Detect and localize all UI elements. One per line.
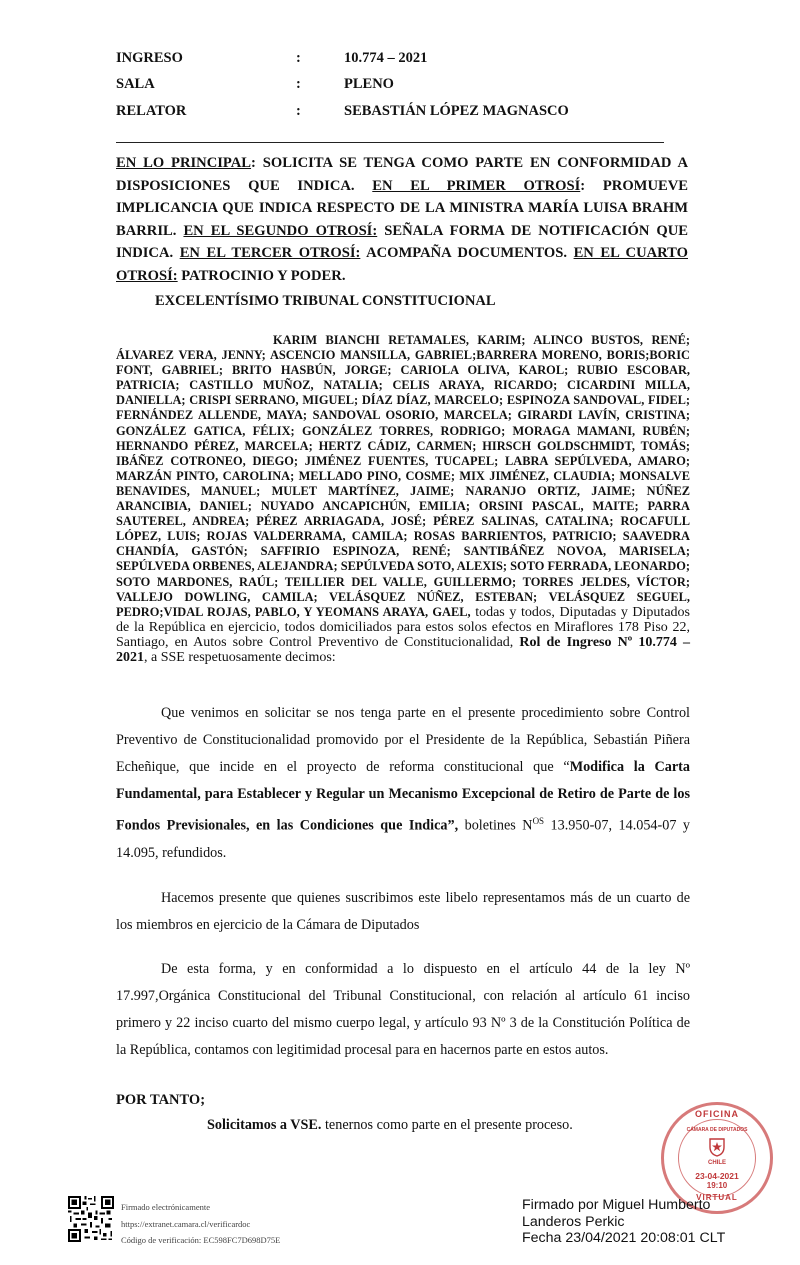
stamp-date: 23-04-2021 — [695, 1171, 739, 1181]
paragraph-request — [116, 700, 690, 867]
relator-colon: : — [296, 103, 301, 119]
otrosi2-label: EN EL SEGUNDO OTROSÍ: — [183, 222, 378, 239]
relator-value: SEBASTIÁN LÓPEZ MAGNASCO — [344, 103, 569, 119]
relator-label: RELATOR — [116, 103, 187, 119]
digital-signature — [522, 1197, 725, 1247]
header-divider — [116, 142, 664, 143]
por-tanto: POR TANTO; — [116, 1092, 206, 1108]
otrosi4-text: PATROCINIO Y PODER. — [177, 267, 346, 284]
principal-text: : SOLICITA SE TENGA COMO PARTE EN CONFORMIDAD A DISPOSICIONES QUE INDICA. — [116, 155, 688, 194]
otrosi2-text: SEÑALA FORMA DE NOTIFICACIÓN QUE INDICA. — [116, 222, 689, 261]
para3-text: De esta forma, y en conformidad a lo dispuesto en el artículo 44 de la ley Nº 17.997,Orgánica Constitucional del Tribunal Constitucional, con relación al artículo 61 inciso primero y 22 inciso cuarto del mismo cuerpo legal, y artículo 93 Nº 3 de la Constitución Política de la República, contamos con legitimidad procesal para en hacernos parte en estos autos. — [116, 961, 690, 1058]
signature-line-1: Firmado por Miguel Humberto — [522, 1197, 711, 1213]
footer-signed-label: Firmado electrónicamente — [121, 1202, 210, 1212]
bill-title: Modifica la Carta Fundamental, para Establecer y Regular un Mecanismo Excepcional de Retiro de Parte de los Fondos Previsionales, en las Condiciones que Indica”, — [116, 759, 690, 834]
otrosi1-text: : PROMUEVE IMPLICANCIA QUE INDICA RESPECTO DE LA MINISTRA MARÍA LUISA BRAHM BARRIL. — [116, 177, 688, 239]
otrosi3-label: EN EL TERCER OTROSÍ: — [179, 245, 361, 261]
signature-line-3: Fecha 23/04/2021 20:08:01 CLT — [522, 1230, 726, 1246]
para1-text2: boletines N — [458, 817, 533, 834]
otrosi3-text: ACOMPAÑA DOCUMENTOS. — [360, 245, 574, 261]
otrosi4-label: EN EL CUARTO OTROSÍ: — [116, 245, 688, 284]
party-names: KARIM BIANCHI RETAMALES, KARIM; ALINCO BUSTOS, RENÉ; ÁLVAREZ VERA, JENNY; ASCENCIO MANSILLA, GABRIEL;BARRERA MORENO, BORIS;BORIC FONT, GABRIEL; BRITO HASBÚN, JORGE; CARIOLA OLIVA, KAROL; RUBIO ESCOBAR, PATRICIA; CASTILLO MUÑOZ, NATALIA; CELIS ARAYA, RICARDO; CICARDINI MILLA, DANIELLA; CRISPI SERRANO, MIGUEL; DÍAZ DÍAZ, MARCELO; ESPINOZA SANDOVAL, FIDEL; FERNÁNDEZ ALLENDE, MAYA; SANDOVAL OSORIO, MARCELA; GIRARDI LAVÍN, CRISTINA; GONZÁLEZ GATICA, FÉLIX; GONZÁLEZ TORRES, RODRIGO; MORAGA MAMANI, RUBÉN; HERNANDO PÉREZ, MARCELA; HERTZ CÁDIZ, CARMEN; HIRSCH GOLDSCHMIDT, TOMÁS; IBÁÑEZ COTRONEO, DIEGO; JIMÉNEZ FUENTES, TUCAPEL; LABRA SEPÚLVEDA, AMARO; MARZÁN PINTO, CAROLINA; MELLADO PINO, COSME; MIX JIMÉNEZ, CLAUDIA; MONSALVE BENAVIDES, MANUEL; MULET MARTÍNEZ, JAIME; NARANJO ORTIZ, JAIME; NÚÑEZ ARANCIBIA, DANIEL; NUYADO ANCAPICHÚN, EMILIA; ORSINI PASCAL, MAITE; PARRA SAUTEREL, ANDREA; PÉREZ ARRIAGADA, JOSÉ; PÉREZ SALINAS, CATALINA; ROCAFULL LÓPEZ, LUIS; ROJAS VALDERRAMA, CAMILA; ROSAS BARRIENTOS, PATRICIO; SAAVEDRA CHANDÍA, GASTÓN; SAFFIRIO ESPINOZA, RENÉ; SANTIBÁÑEZ NOVOA, MARISELA; SEPÚLVEDA ORBENES, ALEJANDRA; SEPÚLVEDA SOTO, ALEXIS; SOTO FERRADA, LEONARDO; SOTO MARDONES, RAÚL; TEILLIER DEL VALLE, GUILLERMO; TORRES JELDES, VÍCTOR; VALLEJO DOWLING, CAMILA; VELÁSQUEZ NÚÑEZ, ESTEBAN; VELÁSQUEZ SEGUEL, PEDRO;VIDAL ROJAS, PABLO, Y YEOMANS ARAYA, GAEL, — [116, 333, 690, 619]
addressee: EXCELENTÍSIMO TRIBUNAL CONSTITUCIONAL — [155, 293, 496, 309]
para1-text1: Que venimos en solicitar se nos tenga parte en el presente procedimiento sobre Control Preventivo de Constitucionalidad promovido por el Presidente de la República, Sebastián Piñera Echeñique, que incide en el proyecto de reforma constitucional que “ — [116, 705, 690, 775]
parties-paragraph — [116, 333, 690, 665]
rol-ingreso: Rol de Ingreso Nº 10.774 – 2021 — [116, 634, 691, 665]
ingreso-label: INGRESO — [116, 50, 183, 66]
paragraph-legal-basis — [116, 956, 690, 1064]
stamp-bottom-text: VIRTUAL — [696, 1193, 738, 1202]
para2-text: Hacemos presente que quienes suscribimos este libelo representamos más de un cuarto de los miembros en ejercicio de la Cámara de Diputados — [116, 890, 690, 933]
signature-line-2: Landeros Perkic — [522, 1213, 625, 1230]
para1-text3: 13.950-07, 14.054-07 y 14.095, refundidos. — [116, 817, 691, 861]
sala-label: SALA — [116, 76, 155, 92]
ingreso-value: 10.774 – 2021 — [344, 50, 428, 66]
verification-url[interactable]: https://extranet.camara.cl/verificardoc — [121, 1219, 251, 1229]
stamp-country: CHILE — [708, 1160, 726, 1166]
coat-of-arms-icon — [708, 1137, 726, 1157]
stamp-top-text: OFICINA — [695, 1109, 739, 1119]
sala-colon: : — [296, 76, 301, 92]
qr-code-icon — [68, 1196, 114, 1242]
principal-label: EN LO PRINCIPAL — [116, 155, 252, 171]
stamp-ring-text: CÁMARA DE DIPUTADOS — [686, 1127, 748, 1133]
request-line — [207, 1117, 573, 1134]
verification-code: Código de verificación: EC598FC7D698D75E — [121, 1235, 281, 1245]
parties-text1: todas y todos, Diputadas y Diputados de la República en ejercicio, todos domiciliados para estos solos efectos en Miraflores 178 Piso 22, Santiago, en Autos sobre Control Preventivo de Constitucionalidad, — [116, 604, 690, 650]
para1-sup: OS — [532, 816, 545, 826]
parties-text2: , a SSE respetuosamente decimos: — [144, 649, 336, 665]
request-bold: Solicitamos a VSE. — [207, 1117, 322, 1133]
otrosi1-label: EN EL PRIMER OTROSÍ — [372, 177, 581, 194]
paragraph-quorum — [116, 885, 690, 939]
ingreso-colon: : — [296, 50, 301, 66]
stamp-time: 19:10 — [706, 1181, 728, 1190]
summa — [116, 152, 688, 287]
sala-value: PLENO — [344, 76, 394, 92]
request-text: tenernos como parte en el presente proceso. — [321, 1117, 573, 1133]
